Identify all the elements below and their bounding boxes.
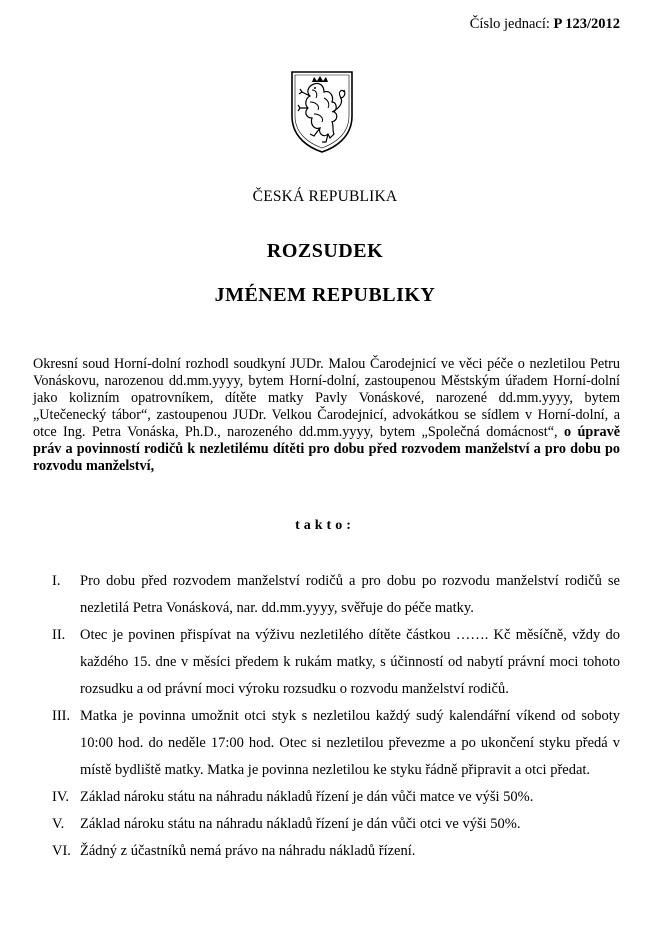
intro-bold-text: o úpravě práv a povinností rodičů k nezletilému dítěti pro dobu před rozvodem manželství a pro dobu po rozvodu manželství, [33,424,621,474]
verdict-item-text: Žádný z účastníků nemá právo na náhradu nákladů řízení. [80,843,416,859]
verdict-item-number: VI. [52,843,71,859]
takto-heading: takto: [295,518,355,533]
verdict-item-number: III. [52,708,71,724]
czech-lion-coat-of-arms-icon [288,68,356,154]
verdict-item-number: I. [52,573,61,589]
verdict-item-text: Základ nároku státu na náhradu nákladů řízení je dán vůči matce ve výši 50%. [80,789,534,805]
verdict-item-text: Matka je povinna umožnit otci styk s nezletilou každý sudý kalendářní víkend od soboty 10:00 hod. do neděle 17:00 hod. Otec si nezletilou převezme a po ukončení styku předá v místě bydliště matky. Matka je povinna nezletilou ke styku řádně připravit a otci předat. [80,708,620,778]
verdict-item-text: Otec je povinen přispívat na výživu nezletilého dítěte částkou ……. Kč měsíčně, vždy do každého 15. dne v měsíci předem k rukám matky, s účinností od nabytí právní moci tohoto rozsudku a od právní moci výroku rozsudku o rozvodu manželství rodičů. [80,627,620,697]
verdict-item [52,622,620,703]
verdict-item-number: II. [52,627,66,643]
verdict-item-number: V. [52,816,65,832]
verdict-list [52,568,620,865]
verdict-item [52,838,620,865]
document-title: ROZSUDEK [266,240,384,262]
verdict-item [52,811,620,838]
verdict-item-text: Pro dobu před rozvodem manželství rodičů a pro dobu po rozvodu manželství rodičů se nezletilá Petra Vonásková, nar. dd.mm.yyyy, svěřuje do péče matky. [80,573,620,616]
document-subtitle: JMÉNEM REPUBLIKY [214,284,436,306]
case-number-line [470,16,620,33]
verdict-item [52,568,620,622]
intro-paragraph [33,356,620,475]
verdict-item [52,784,620,811]
verdict-item-text: Základ nároku státu na náhradu nákladů řízení je dán vůči otci ve výši 50%. [80,816,521,832]
country-heading: ČESKÁ REPUBLIKA [252,188,398,205]
verdict-item-number: IV. [52,789,70,805]
case-number-value: P 123/2012 [553,16,620,32]
verdict-item [52,703,620,784]
case-number-label: Číslo jednací: [469,16,550,32]
intro-text: Okresní soud Horní-dolní rozhodl soudkyní JUDr. Malou Čarodejnicí ve věci péče o nezletilou Petru Vonáskovu, narozenou dd.mm.yyyy, bytem Horní-dolní, zastoupenou Městským úřadem Horní-dolní jako kolizním opatrovníkem, dítěte matky Pavly Vonáskové, narozené dd.mm.yyyy, bytem „Utečenecký tábor“, zastoupenou JUDr. Velkou Čarodejnicí, advokátkou se sídlem v Horní-dolní, a otce Ing. Petra Vonáska, Ph.D., narozeného dd.mm.yyyy, bytem „Společná domácnost“, [33,356,620,440]
